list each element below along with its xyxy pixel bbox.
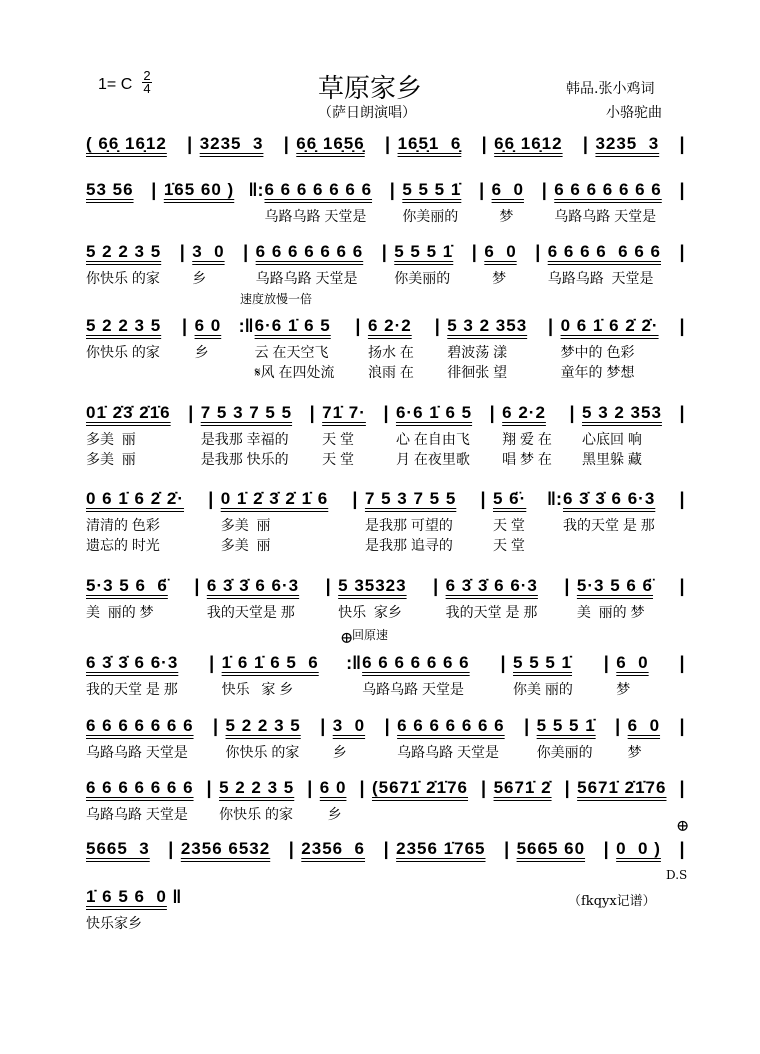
- score-row: [82, 242, 688, 288]
- lyric-line: 黑里躲 藏: [582, 451, 642, 467]
- lyric-line: [86, 362, 175, 382]
- bar-line: |: [479, 180, 485, 200]
- bar-line: |: [182, 316, 188, 336]
- measure: [191, 316, 239, 382]
- measure: [297, 839, 380, 861]
- lyric-line: 快乐 家 乡: [221, 681, 294, 697]
- lyric-line: 梦: [627, 744, 642, 760]
- bar-line: |: [564, 778, 570, 798]
- bar-line: |: [179, 242, 185, 262]
- measure-notes: 0 6 1̇ 6 2̇ 2̇·: [560, 316, 659, 335]
- measure-notes: 6·6 1̇ 6 5: [395, 403, 473, 422]
- bar-line: |: [168, 839, 174, 859]
- measure: [578, 403, 676, 469]
- lyric-line: 扬水 在: [367, 344, 414, 360]
- measure-notes: 6 3̇ 3̇ 6 6·3: [563, 489, 656, 508]
- measure-notes: 6 0: [194, 316, 222, 335]
- singer: （萨日朗演唱）: [318, 105, 416, 121]
- measure: [550, 180, 676, 226]
- bar-line: |: [524, 716, 530, 736]
- measure-notes: 0 1̇ 2̇ 3̇ 2̇ 1̇ 6: [220, 489, 329, 508]
- bar-line: |: [187, 134, 193, 154]
- lyric-line: 乌路乌路 天堂是: [264, 208, 367, 224]
- time-top: 2: [143, 68, 151, 83]
- lyric-line: 是我那 幸福的: [200, 431, 289, 447]
- measure-notes: 6 0: [484, 242, 517, 261]
- measure-notes: 2356 6: [301, 839, 366, 858]
- measure-notes: 3 0: [332, 716, 366, 735]
- bar-line: |: [480, 489, 486, 509]
- measure-notes: 3 0: [192, 242, 225, 261]
- bar-line: |: [679, 180, 685, 200]
- lyric-line: 遗忘的 时光: [86, 537, 160, 553]
- lyric-line: 乌路乌路 天堂是: [86, 744, 188, 760]
- measure-notes: 5 2 2 3 5: [219, 778, 295, 797]
- measure-notes: 5 5 5 1̇: [394, 242, 454, 261]
- measure: [358, 653, 497, 699]
- bar-line: |: [283, 134, 289, 154]
- measure-notes: 5 3 2 353: [582, 403, 662, 422]
- bar-line: |: [615, 716, 621, 736]
- measure-notes: 1̇65 60 ): [163, 180, 235, 199]
- lyric-line: 你快乐 的家: [219, 806, 293, 822]
- measure-notes: 5·3 5 6 6̈: [576, 576, 654, 595]
- score-row: [82, 716, 688, 762]
- measure-notes: 6̣6̣ 16̣5̣6̣: [296, 134, 365, 153]
- lyric-line: 乌路乌路 天堂是: [397, 744, 499, 760]
- bar-line: |: [213, 716, 219, 736]
- lyric-line: 乌路乌路 天堂是: [362, 681, 464, 697]
- lyric-line: 碧波荡 漾: [447, 344, 508, 360]
- bar-line: |: [679, 489, 685, 509]
- measure: [364, 316, 431, 382]
- measure-notes: 5665 60: [516, 839, 586, 858]
- measure-notes: 6 6 6 6 6 6 6: [86, 778, 194, 797]
- bar-line: |: [679, 316, 685, 336]
- bar-line: |: [471, 242, 477, 262]
- measure-notes: 6 0: [627, 716, 661, 735]
- measure-notes: 7 5 3 7 5 5: [364, 489, 457, 508]
- measure-notes: 6 6 6 6 6 6 6: [547, 242, 661, 261]
- bar-line: |: [325, 576, 331, 596]
- measure-notes: 1̇ 6 5 6 0: [86, 887, 167, 906]
- lyric-line: 美 丽的 梦: [576, 604, 645, 620]
- measure-notes: 7 5 3 7 5 5: [200, 403, 293, 422]
- ds-marking: D.S: [666, 868, 688, 882]
- time-bottom: 4: [143, 81, 151, 96]
- measure: [361, 489, 477, 555]
- measure: [82, 653, 206, 699]
- measure-notes: 5 6̈·: [493, 489, 527, 508]
- lyric-line: [563, 535, 672, 555]
- measure-notes: 6 3̇ 3̇ 6 6·3: [206, 576, 300, 595]
- lyric-line: 乡: [192, 270, 207, 286]
- bar-line: |: [194, 576, 200, 596]
- lyric-line: 乌路乌路 天堂是: [554, 208, 657, 224]
- measure: [612, 653, 676, 699]
- measure-notes: 6 6 6 6 6 6 6: [362, 653, 470, 672]
- measure: [82, 242, 176, 288]
- measure-notes: 6̣6̣ 16̣12: [494, 134, 563, 153]
- measure: [197, 403, 306, 469]
- lyric-line: 心底回 响: [582, 431, 642, 447]
- measure-notes: 5 5 5 1̇: [536, 716, 596, 735]
- lyric-line: 我的天堂是 那: [206, 604, 295, 620]
- bar-line: |: [679, 778, 685, 798]
- measure: [203, 576, 322, 622]
- measure: [218, 653, 346, 699]
- bar-line: |: [359, 778, 365, 798]
- measure: [188, 242, 239, 288]
- measure-notes: 3235 3: [199, 134, 264, 153]
- score-row: [82, 489, 688, 555]
- measure-notes: 5 2 2 3 5: [86, 316, 162, 335]
- lyric-line: 天 堂: [322, 431, 355, 447]
- song-title: 草原家乡: [318, 73, 423, 103]
- lyric-line: 童年的 梦想: [560, 364, 635, 380]
- measure: [217, 489, 349, 555]
- bar-line: |: [481, 778, 487, 798]
- measure: [392, 839, 500, 861]
- bar-line: |: [582, 134, 588, 154]
- lyric-line: 多美 丽: [86, 431, 136, 447]
- measure: [334, 576, 429, 622]
- measure-notes: 6 3̇ 3̇ 6 6·3: [445, 576, 538, 595]
- score-row: [82, 180, 688, 226]
- bar-line: |: [500, 653, 506, 673]
- tempo-resume-annotation: 回原速: [352, 628, 389, 642]
- bar-line: |: [433, 576, 439, 596]
- composer: 小骆驼曲: [606, 105, 662, 121]
- lyric-line: 我的天堂 是 那: [563, 517, 655, 533]
- lyric-line: 云 在天空飞: [254, 344, 329, 360]
- measure-notes: 01̇ 2̇3̇ 2̇1̇6: [86, 403, 171, 422]
- bar-line: ‖:: [248, 180, 264, 200]
- bar-line: |: [541, 180, 547, 200]
- lyric-line: 你快乐 的家: [86, 344, 160, 360]
- measure: [292, 134, 381, 156]
- measure-notes: ( 6̣6̣ 16̣12: [86, 134, 167, 153]
- measure: [222, 716, 317, 762]
- lyric-line: 清清的 色彩: [86, 517, 160, 533]
- measure: [398, 180, 475, 226]
- bar-line: |: [489, 403, 495, 423]
- measure: [557, 316, 676, 382]
- score-row: [82, 576, 688, 622]
- bar-line: |: [569, 403, 575, 423]
- bar-line: |: [309, 403, 315, 423]
- bar-line: ‖: [172, 887, 182, 907]
- lyric-line: 是我那 快乐的: [200, 451, 289, 467]
- measure: [82, 778, 203, 824]
- measure: [251, 316, 352, 382]
- bar-line: |: [603, 839, 609, 859]
- measure: [82, 403, 185, 469]
- lyric-line: 心 在自由飞: [395, 431, 470, 447]
- lyric-line: 快乐家乡: [86, 915, 142, 931]
- measure: [82, 180, 148, 202]
- lyric-line: 天 堂: [322, 451, 355, 467]
- measure-notes: 6 3̇ 3̇ 6 6·3: [86, 653, 179, 672]
- lyric-line: 是我那 追寻的: [364, 537, 453, 553]
- lyricist: 韩品.张小鸡词: [566, 81, 655, 97]
- lyric-line: 梦: [616, 681, 631, 697]
- lyric-line: 我的天堂 是 那: [86, 681, 178, 697]
- measure: [559, 489, 676, 555]
- bar-line: |: [679, 576, 685, 596]
- measure-notes: 5 2 2 3 5: [86, 242, 162, 261]
- time-signature: [142, 70, 152, 95]
- lyric-line: 多美 丽: [86, 451, 136, 467]
- measure-notes: 6 6 6 6 6 6 6: [397, 716, 505, 735]
- measure-notes: 0 0 ): [616, 839, 661, 858]
- bar-line: |: [206, 778, 212, 798]
- tempo-slow-annotation: 速度放慢一倍: [240, 292, 313, 306]
- measure-notes: 6 6 6 6 6 6 6: [264, 180, 373, 199]
- measure: [316, 778, 356, 824]
- score-row: [82, 316, 688, 382]
- measure-notes: 5 2 2 3 5: [225, 716, 301, 735]
- transcriber-credit: （fkqyx记谱）: [568, 894, 656, 909]
- bar-line: |: [188, 403, 194, 423]
- measure-notes: 2356 6532: [180, 839, 271, 858]
- bar-line: |: [481, 134, 487, 154]
- measure: [443, 316, 544, 382]
- bar-line: |: [151, 180, 157, 200]
- bar-line: |: [389, 180, 395, 200]
- lyric-line: 梦: [491, 208, 514, 224]
- score-row: [82, 653, 688, 699]
- bar-line: |: [564, 576, 570, 596]
- measure: [442, 576, 561, 622]
- lyric-line: 梦: [484, 270, 507, 286]
- bar-line: |: [352, 489, 358, 509]
- measure: [573, 576, 676, 622]
- bar-line: ‖:: [547, 489, 562, 509]
- measure-notes: 5 3 2 353: [447, 316, 528, 335]
- bar-line: |: [381, 242, 387, 262]
- measure-notes: 6 0: [319, 778, 347, 797]
- lyric-line: 乡: [332, 744, 347, 760]
- lyric-line: 乌路乌路 天堂是: [86, 806, 188, 822]
- lyric-line: 多美 丽: [220, 517, 271, 533]
- lyric-line: 徘徊张 望: [447, 364, 508, 380]
- bar-line: |: [209, 653, 215, 673]
- measure: [392, 403, 486, 469]
- measure-notes: 0 6 1̇ 6 2̇ 2̇·: [86, 489, 185, 508]
- measure-notes: 53 56: [86, 180, 134, 199]
- measure-notes: 6 0: [616, 653, 649, 672]
- lyric-line: 我的天堂 是 那: [445, 604, 538, 620]
- measure-notes: 1̇ 6 1̇ 6 5 6: [221, 653, 319, 672]
- measure: [82, 316, 179, 382]
- lyric-line: [195, 362, 235, 382]
- bar-line: |: [385, 134, 391, 154]
- measure: [177, 839, 285, 861]
- lyric-line: 你快乐 的家: [86, 270, 160, 286]
- key-signature: 1= C: [98, 76, 133, 93]
- measure-notes: 5 35323: [338, 576, 407, 595]
- measure: [215, 778, 304, 824]
- measure-notes: 3235 3: [595, 134, 660, 153]
- score-row: [82, 134, 688, 156]
- lyric-line: 天 堂: [493, 517, 525, 533]
- bar-line: |: [383, 839, 389, 859]
- lyric-line: 美 丽的 梦: [86, 604, 154, 620]
- measure: [533, 716, 612, 762]
- bar-line: |: [208, 489, 214, 509]
- bar-line: |: [320, 716, 326, 736]
- lyric-line: 你美 丽的: [513, 681, 573, 697]
- lyric-line: 翔 爱 在: [502, 431, 552, 447]
- measure-notes: 5·3 5 6 6̈: [86, 576, 168, 595]
- lyric-line: 天 堂: [493, 537, 525, 553]
- measure: [390, 242, 468, 288]
- measure: [488, 180, 539, 226]
- bar-line: |: [504, 839, 510, 859]
- measure: [393, 716, 521, 762]
- measure: [329, 716, 381, 762]
- lyric-line: 唱 梦 在: [502, 451, 552, 467]
- measure: [394, 134, 479, 156]
- bar-line: |: [535, 242, 541, 262]
- measure-notes: 16̣5̣1 6̣: [397, 134, 462, 153]
- coda-sign-icon: ⊕: [340, 628, 354, 647]
- measure: [82, 576, 191, 622]
- measure: [160, 180, 249, 202]
- bar-line: |: [355, 316, 361, 336]
- measure-notes: 71̇ 7·: [322, 403, 366, 422]
- lyric-line: 多美 丽: [220, 537, 271, 553]
- bar-line: |: [679, 839, 685, 859]
- lyric-line: 你美丽的: [536, 744, 593, 760]
- measure: [368, 778, 478, 800]
- bar-line: |: [383, 403, 389, 423]
- measure: [196, 134, 281, 156]
- measure: [82, 716, 210, 762]
- lyric-line: 是我那 可望的: [364, 517, 453, 533]
- measure: [82, 839, 165, 861]
- measure-notes: 6 6 6 6 6 6 6: [554, 180, 662, 199]
- bar-line: |: [603, 653, 609, 673]
- measure: [82, 887, 171, 933]
- measure: [489, 489, 547, 555]
- lyric-line: 乡: [319, 806, 342, 822]
- measure: [624, 716, 676, 762]
- lyric-line: 梦中的 色彩: [560, 344, 635, 360]
- bar-line: |: [548, 316, 554, 336]
- score-row: [82, 887, 183, 933]
- bar-line: |: [288, 839, 294, 859]
- measure-notes: 6 2·2: [367, 316, 412, 335]
- bar-line: |: [679, 134, 685, 154]
- lyric-line: 乡: [194, 344, 209, 360]
- measure: [490, 778, 562, 800]
- measure-notes: 5 5 5 1̇: [402, 180, 462, 199]
- coda-sign-icon-2: ⊕: [676, 816, 690, 835]
- bar-line: |: [307, 778, 313, 798]
- bar-line: |: [679, 653, 685, 673]
- measure: [82, 489, 205, 555]
- measure: [573, 778, 676, 800]
- measure: [498, 403, 566, 469]
- measure: [544, 242, 676, 288]
- score-row: [82, 839, 688, 861]
- measure: [612, 839, 676, 861]
- measure-notes: 5665 3: [86, 839, 150, 858]
- score-row: [82, 778, 688, 824]
- bar-line: |: [243, 242, 249, 262]
- bar-line: |: [384, 716, 390, 736]
- measure-notes: (5671̇ 2̇1̇76: [371, 778, 469, 797]
- measure-notes: 6 6 6 6 6 6 6: [255, 242, 364, 261]
- bar-line: :‖: [346, 653, 362, 673]
- lyric-line: 𝄋风 在四处流: [254, 364, 335, 380]
- bar-line: |: [679, 242, 685, 262]
- measure: [513, 839, 601, 861]
- lyric-line: 你美丽的: [402, 208, 459, 224]
- measure-notes: 2356 1̇765: [396, 839, 486, 858]
- lyric-line: 月 在夜里歌: [395, 451, 470, 467]
- measure: [480, 242, 531, 288]
- measure: [261, 180, 387, 226]
- bar-line: |: [434, 316, 440, 336]
- lyric-line: 你快乐 的家: [225, 744, 300, 760]
- score-row: [82, 403, 688, 469]
- lyric-line: 快乐 家乡: [338, 604, 402, 620]
- measure-notes: 6 0: [491, 180, 524, 199]
- measure-notes: 6 6 6 6 6 6 6: [86, 716, 194, 735]
- measure-notes: 5671̇ 2̇1̇76: [577, 778, 667, 797]
- measure: [591, 134, 676, 156]
- measure: [318, 403, 380, 469]
- measure-notes: 5671̇ 2̇: [493, 778, 552, 797]
- bar-line: |: [679, 716, 685, 736]
- measure-notes: 5 5 5 1̇: [513, 653, 573, 672]
- bar-line: |: [679, 403, 685, 423]
- measure: [490, 134, 579, 156]
- lyric-line: 乌路乌路 天堂是: [255, 270, 358, 286]
- lyric-line: 乌路乌路 天堂是: [547, 270, 654, 286]
- lyric-line: 浪雨 在: [367, 364, 414, 380]
- lyric-line: 你美丽的: [394, 270, 451, 286]
- measure: [509, 653, 600, 699]
- bar-line: :‖: [238, 316, 254, 336]
- measure-notes: 6 2·2: [502, 403, 546, 422]
- measure: [82, 134, 184, 156]
- measure: [252, 242, 379, 288]
- measure-notes: 6·6 1̇ 6 5: [254, 316, 331, 335]
